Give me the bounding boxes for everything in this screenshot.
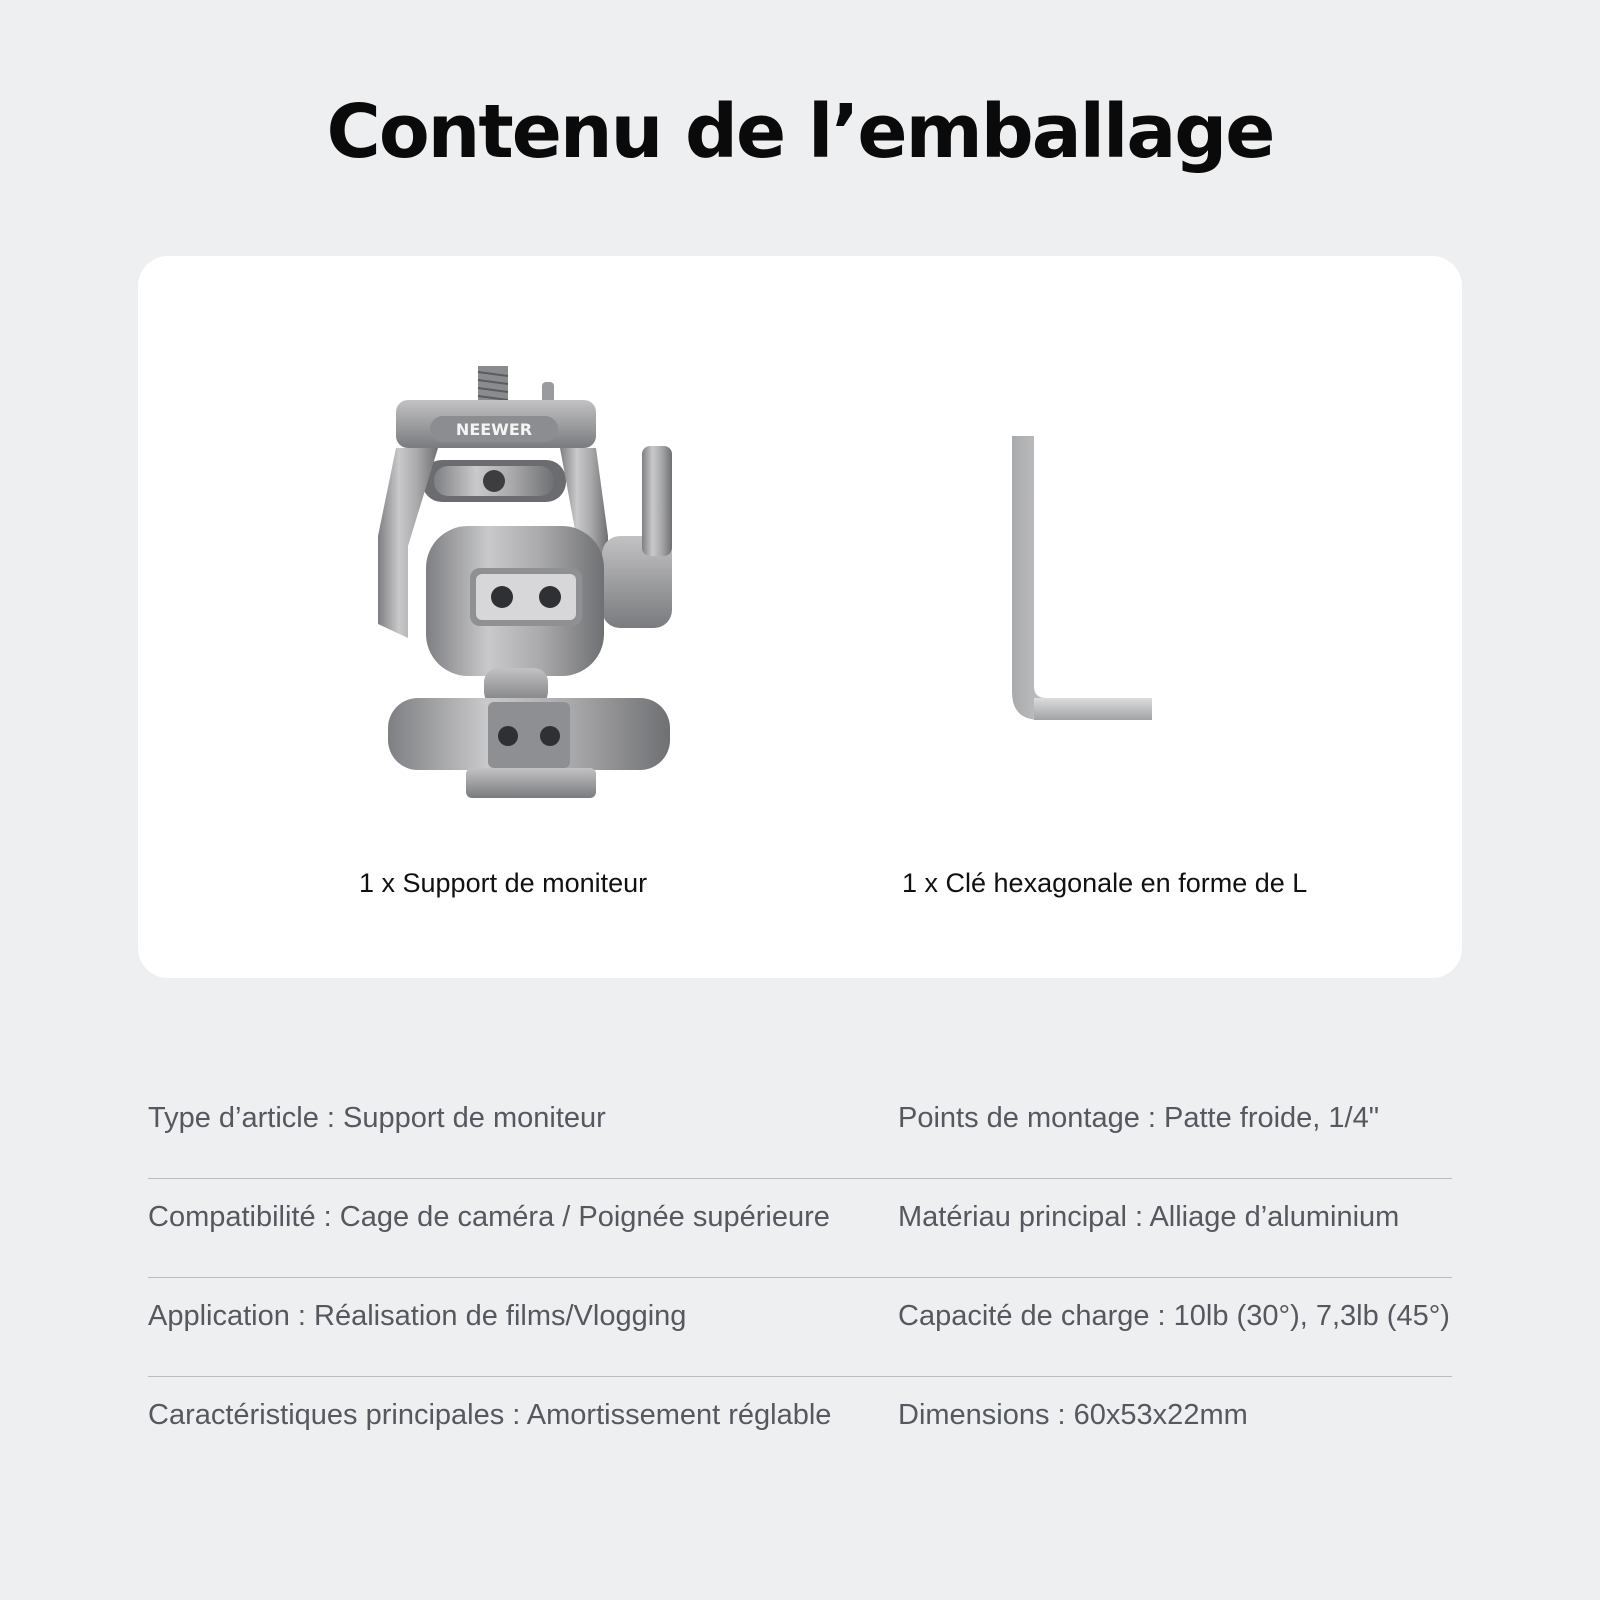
brand-logo: NEEWER	[455, 420, 533, 439]
spec-features: Caractéristiques principales : Amortissement réglable	[148, 1399, 832, 1431]
hex-key-image	[978, 436, 1238, 736]
spec-row	[148, 1377, 1452, 1475]
spec-dimensions: Dimensions : 60x53x22mm	[898, 1399, 1248, 1431]
package-contents-card	[138, 256, 1462, 978]
page-title: Contenu de l’emballage	[326, 89, 1274, 175]
spec-item-type: Type d’article : Support de moniteur	[148, 1102, 606, 1134]
spec-row	[148, 1179, 1452, 1278]
spec-compatibility: Compatibilité : Cage de caméra / Poignée supérieure	[148, 1201, 830, 1233]
item-label-monitor-mount: 1 x Support de moniteur	[359, 868, 648, 898]
spec-row	[148, 1278, 1452, 1377]
spec-application: Application : Réalisation de films/Vlogging	[148, 1300, 687, 1332]
monitor-mount-image	[338, 356, 738, 816]
spec-material: Matériau principal : Alliage d’aluminium	[898, 1201, 1400, 1233]
item-label-hex-key: 1 x Clé hexagonale en forme de L	[902, 868, 1308, 898]
spec-mount-points: Points de montage : Patte froide, 1/4"	[898, 1102, 1380, 1134]
spec-row	[148, 1080, 1452, 1179]
specifications-table	[148, 1080, 1452, 1475]
spec-load-capacity: Capacité de charge : 10lb (30°), 7,3lb (45°)	[898, 1300, 1450, 1332]
